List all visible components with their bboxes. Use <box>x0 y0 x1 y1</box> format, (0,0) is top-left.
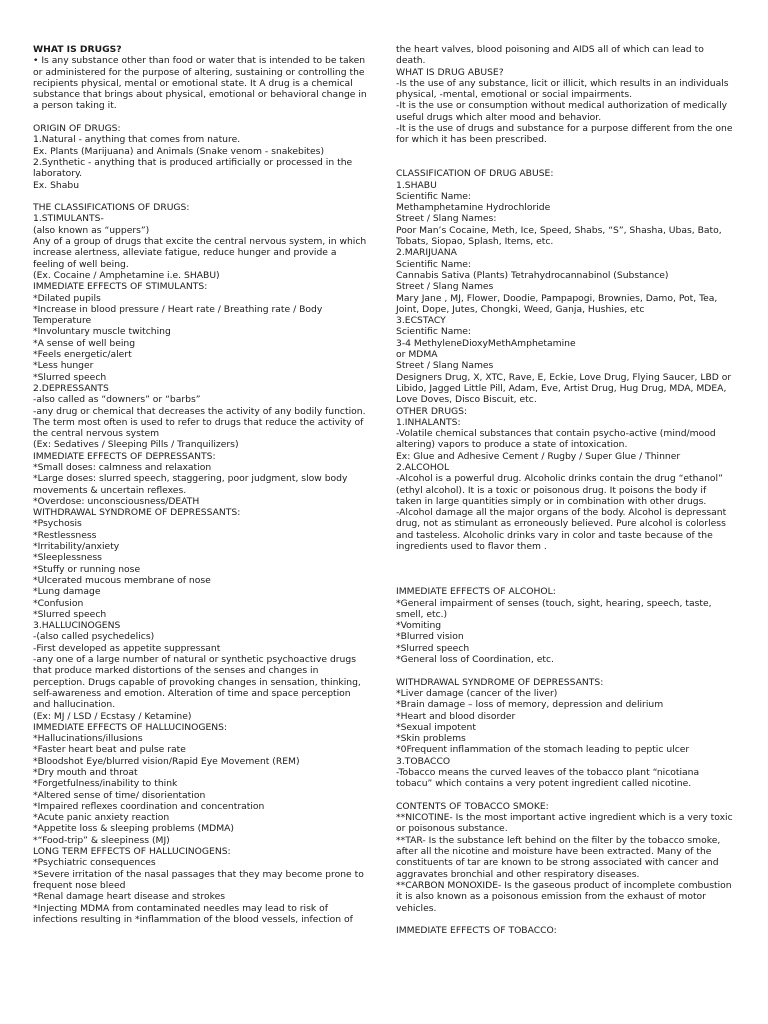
text-line: Street / Slang Names <box>396 360 494 372</box>
text-line: *Lung damage <box>33 586 101 598</box>
text-line: WITHDRAWAL SYNDROME OF DEPRESSANTS: <box>396 676 604 688</box>
text-line: or MDMA <box>396 349 438 361</box>
text-line: (Ex: Sedatives / Sleeping Pills / Tranquilizers) <box>33 439 239 451</box>
blank-line <box>396 914 734 925</box>
text-line: *Sexual impotent <box>396 721 476 733</box>
text-line: -First developed as appetite suppressant <box>33 642 221 654</box>
text-line: CLASSIFICATION OF DRUG ABUSE: <box>396 168 554 180</box>
text-line: IMMEDIATE EFFECTS OF STIMULANTS: <box>33 281 208 293</box>
text-line: *Blurred vision <box>396 631 464 643</box>
blank-line <box>396 790 734 801</box>
blank-line <box>396 575 734 586</box>
text-line: Methamphetamine Hydrochloride <box>396 202 551 214</box>
text-line: *Heart and blood disorder <box>396 710 516 722</box>
text-line: -Is the use of any substance, licit or illicit, which results in an individuals physical, -mental, emotional or social impairments. <box>396 77 732 101</box>
text-line: CONTENTS OF TOBACCO SMOKE: <box>396 800 549 812</box>
text-line: *“Food-trip” & sleepiness (MJ) <box>33 834 170 846</box>
text-line: *Bloodshot Eye/blurred vision/Rapid Eye Movement (REM) <box>33 755 300 767</box>
text-line: *Large doses: slurred speech, staggering, poor judgment, slow body movements & uncertain reflexes. <box>33 473 351 496</box>
text-line: OTHER DRUGS: <box>396 405 468 417</box>
text-line: 1.SHABU <box>396 179 437 191</box>
text-line: (also known as “uppers”) <box>33 224 150 236</box>
text-line: -Alcohol damage all the major organs of the body. Alcohol is depressant drug, not as stimulant as erroneously believed. Pure alcohol is colorless and tasteless. Alcoholic drinks vary in color and taste because of the ingredients used to flavor them . <box>396 507 730 553</box>
text-line: -Tobacco means the curved leaves of the tobacco plant “nicotiana tobacu” which contains a very potent ingredient called nicotine. <box>396 767 703 790</box>
text-line: 2.Synthetic - anything that is produced artificially or processed in the laboratory. <box>33 156 356 180</box>
text-line: *Dilated pupils <box>33 292 101 304</box>
text-line: *Vomiting <box>396 620 442 632</box>
text-line: Scientific Name: <box>396 258 472 270</box>
blank-line <box>396 146 734 157</box>
blank-line <box>396 157 734 168</box>
left-column <box>33 44 369 925</box>
text-line: *Impaired reflexes coordination and concentration <box>33 800 265 812</box>
text-line: *Sleeplessness <box>33 552 102 564</box>
text-line: 2.ALCOHOL <box>396 461 450 473</box>
text-line: 2.DEPRESSANTS <box>33 382 109 394</box>
blank-line <box>396 552 734 563</box>
text-line: 3.TOBACCO <box>396 755 451 767</box>
text-line: WHAT IS DRUG ABUSE? <box>396 66 504 78</box>
text-line: *Injecting MDMA from contaminated needles may lead to risk of infections resulting in *inflammation of the blood vessels, infection of <box>33 902 353 925</box>
blank-line <box>396 665 734 676</box>
text-line: ORIGIN OF DRUGS: <box>33 123 121 135</box>
text-line: 1.INHALANTS: <box>396 416 461 428</box>
text-line: **TAR- Is the substance left behind on the filter by the tobacco smoke, after all the nicotine and moisture have been extracted. Many of the constituents of tar are known to be strong associated with cancer and aggravates bronchial and other respiratory diseases. <box>396 834 724 880</box>
text-line: *Slurred speech <box>33 608 107 620</box>
text-line: *0Frequent inflammation of the stomach leading to peptic ulcer <box>396 744 690 756</box>
text-line: 1.Natural - anything that comes from nature. <box>33 134 241 146</box>
text-line: -Alcohol is a powerful drug. Alcoholic drinks contain the drug “ethanol” (ethyl alcohol). It is a toxic or poisonous drug. It poisons the body if taken in large quantities simply or in combination with other drugs. <box>396 473 726 507</box>
text-line: -also called as “downers” or “barbs” <box>33 394 201 406</box>
text-line: *General loss of Coordination, etc. <box>396 654 554 666</box>
text-line: Scientific Name: <box>396 190 472 202</box>
text-line: (Ex: MJ / LSD / Ecstasy / Ketamine) <box>33 710 192 722</box>
text-line: *Increase in blood pressure / Heart rate / Breathing rate / Body Temperature <box>33 303 326 327</box>
text-line: **CARBON MONOXIDE- Is the gaseous product of incomplete combustion it is also known as a poisonous emission from the exhaust of motor vehicles. <box>396 879 735 914</box>
text-line: *Acute panic anxiety reaction <box>33 812 170 824</box>
text-line: Cannabis Sativa (Plants) Tetrahydrocannabinol (Substance) <box>396 269 669 281</box>
text-line: Street / Slang Names <box>396 281 494 293</box>
text-line: THE CLASSIFICATIONS OF DRUGS: <box>33 202 190 214</box>
text-line: *A sense of well being <box>33 337 136 349</box>
text-line: *Severe irritation of the nasal passages that they may become prone to frequent nose bleed <box>33 868 367 891</box>
text-line: **NICOTINE- Is the most important active ingredient which is a very toxic or poisonous substance. <box>396 812 736 835</box>
text-line: Mary Jane , MJ, Flower, Doodie, Pampapogi, Brownies, Damo, Pot, Tea, Joint, Dope, Jutes, Chongki, Weed, Ganja, Hushies, etc <box>396 292 721 315</box>
text-line: Ex: Glue and Adhesive Cement / Rugby / Super Glue / Thinner <box>396 450 681 462</box>
text-line: 1.STIMULANTS- <box>33 213 104 225</box>
right-column <box>396 44 734 936</box>
text-line: 2.MARIJUANA <box>396 247 457 259</box>
text-line: *Small doses: calmness and relaxation <box>33 461 212 473</box>
text-line: *Appetite loss & sleeping problems (MDMA) <box>33 823 234 835</box>
text-line: *Slurred speech <box>396 642 470 654</box>
text-line: *Renal damage heart disease and strokes <box>33 891 226 903</box>
text-line: • Is any substance other than food or water that is intended to be taken or administered for the purpose of altering, sustaining or controlling the recipients physical, mental or emotional state. It A drug is a chemical substance that brings about physical, emotional or behavioral change in a person taking it. <box>33 55 370 112</box>
text-line: *Overdose: unconsciousness/DEATH <box>33 495 200 507</box>
text-line: Poor Man’s Cocaine, Meth, Ice, Speed, Shabs, “S”, Shasha, Ubas, Bato, Tobats, Siopao, Splash, Items, etc. <box>396 224 725 248</box>
text-line: -It is the use or consumption without medical authorization of medically useful drugs which alter mood and behavior. <box>396 100 731 123</box>
text-line: *Stuffy or running nose <box>33 563 141 575</box>
text-line: *Restlessness <box>33 529 97 541</box>
blank-line <box>33 112 369 123</box>
text-line: -(also called psychedelics) <box>33 631 155 643</box>
text-line: *Brain damage – loss of memory, depression and delirium <box>396 699 664 711</box>
text-line: *Irritability/anxiety <box>33 541 120 553</box>
text-line: *Skin problems <box>396 733 466 745</box>
text-line: *Psychosis <box>33 518 82 530</box>
text-line: Street / Slang Names: <box>396 213 497 225</box>
text-line: *Dry mouth and throat <box>33 767 138 778</box>
text-line: Ex. Plants (Marijuana) and Animals (Snake venom - snakebites) <box>33 145 325 157</box>
text-line: -It is the use of drugs and substance for a purpose different from the one for which it has been prescribed. <box>396 123 736 146</box>
blank-line <box>396 564 734 575</box>
text-line: IMMEDIATE EFFECTS OF TOBACCO: <box>396 925 557 937</box>
text-line: the heart valves, blood poisoning and AIDS all of which can lead to death. <box>396 44 707 67</box>
text-line: *Confusion <box>33 597 84 609</box>
text-line: (Ex. Cocaine / Amphetamine i.e. SHABU) <box>33 269 220 281</box>
text-line: IMMEDIATE EFFECTS OF ALCOHOL: <box>396 586 556 598</box>
text-line: -any one of a large number of natural or synthetic psychoactive drugs that produce marked distortions of the senses and changes in perception. Drugs capable of provoking changes in sensation, thinking, self-awareness and emotion. Alteration of time and space perception and hallucination. <box>33 654 364 711</box>
text-line: *Psychiatric consequences <box>33 857 156 869</box>
text-line: *Feels energetic/alert <box>33 349 132 361</box>
text-line: *Faster heart beat and pulse rate <box>33 744 186 756</box>
text-line: IMMEDIATE EFFECTS OF DEPRESSANTS: <box>33 450 216 462</box>
text-line: Ex. Shabu <box>33 179 80 191</box>
text-line: *Less hunger <box>33 360 94 372</box>
text-line: *Slurred speech <box>33 371 107 383</box>
text-line: *General impairment of senses (touch, sight, hearing, speech, taste, smell, etc.) <box>396 597 715 620</box>
text-line: LONG TERM EFFECTS OF HALLUCINOGENS: <box>33 846 231 858</box>
text-line: *Altered sense of time/ disorientation <box>33 789 206 801</box>
text-line: Designers Drug, X, XTC, Rave, E, Eckie, Love Drug, Flying Saucer, LBD or Libido, Jagged Little Pill, Adam, Eve, Artist Drug, Hug Drug, MDA, MDEA, Love Doves, Disco Biscuit, etc. <box>396 371 735 406</box>
text-line: *Liver damage (cancer of the liver) <box>396 687 558 699</box>
text-line: WHAT IS DRUGS? <box>33 44 122 55</box>
text-line: -Volatile chemical substances that contain psycho-active (mind/mood altering) vapors to produce a state of intoxication. <box>396 428 719 451</box>
text-line: IMMEDIATE EFFECTS OF HALLUCINOGENS: <box>33 721 228 733</box>
text-line: *Forgetfulness/inability to think <box>33 778 178 790</box>
text-line: *Hallucinations/illusions <box>33 733 143 745</box>
blank-line <box>33 191 369 202</box>
text-line: 3.HALLUCINOGENS <box>33 620 121 632</box>
text-line: Any of a group of drugs that excite the central nervous system, in which increase alertness, alleviate fatigue, reduce hunger and provide a feeling of well being. <box>33 236 370 270</box>
text-line: WITHDRAWAL SYNDROME OF DEPRESSANTS: <box>33 507 241 519</box>
text-line: 3.ECSTACY <box>396 315 446 327</box>
text-line: -any drug or chemical that decreases the activity of any bodily function. The term most often is used to refer to drugs that reduce the activity of the central nervous system <box>33 405 369 440</box>
text-line: 3-4 MethyleneDioxyMethAmphetamine <box>396 337 576 349</box>
text-line: *Ulcerated mucous membrane of nose <box>33 574 211 586</box>
text-line: *Involuntary muscle twitching <box>33 326 171 338</box>
text-line: Scientific Name: <box>396 326 472 338</box>
